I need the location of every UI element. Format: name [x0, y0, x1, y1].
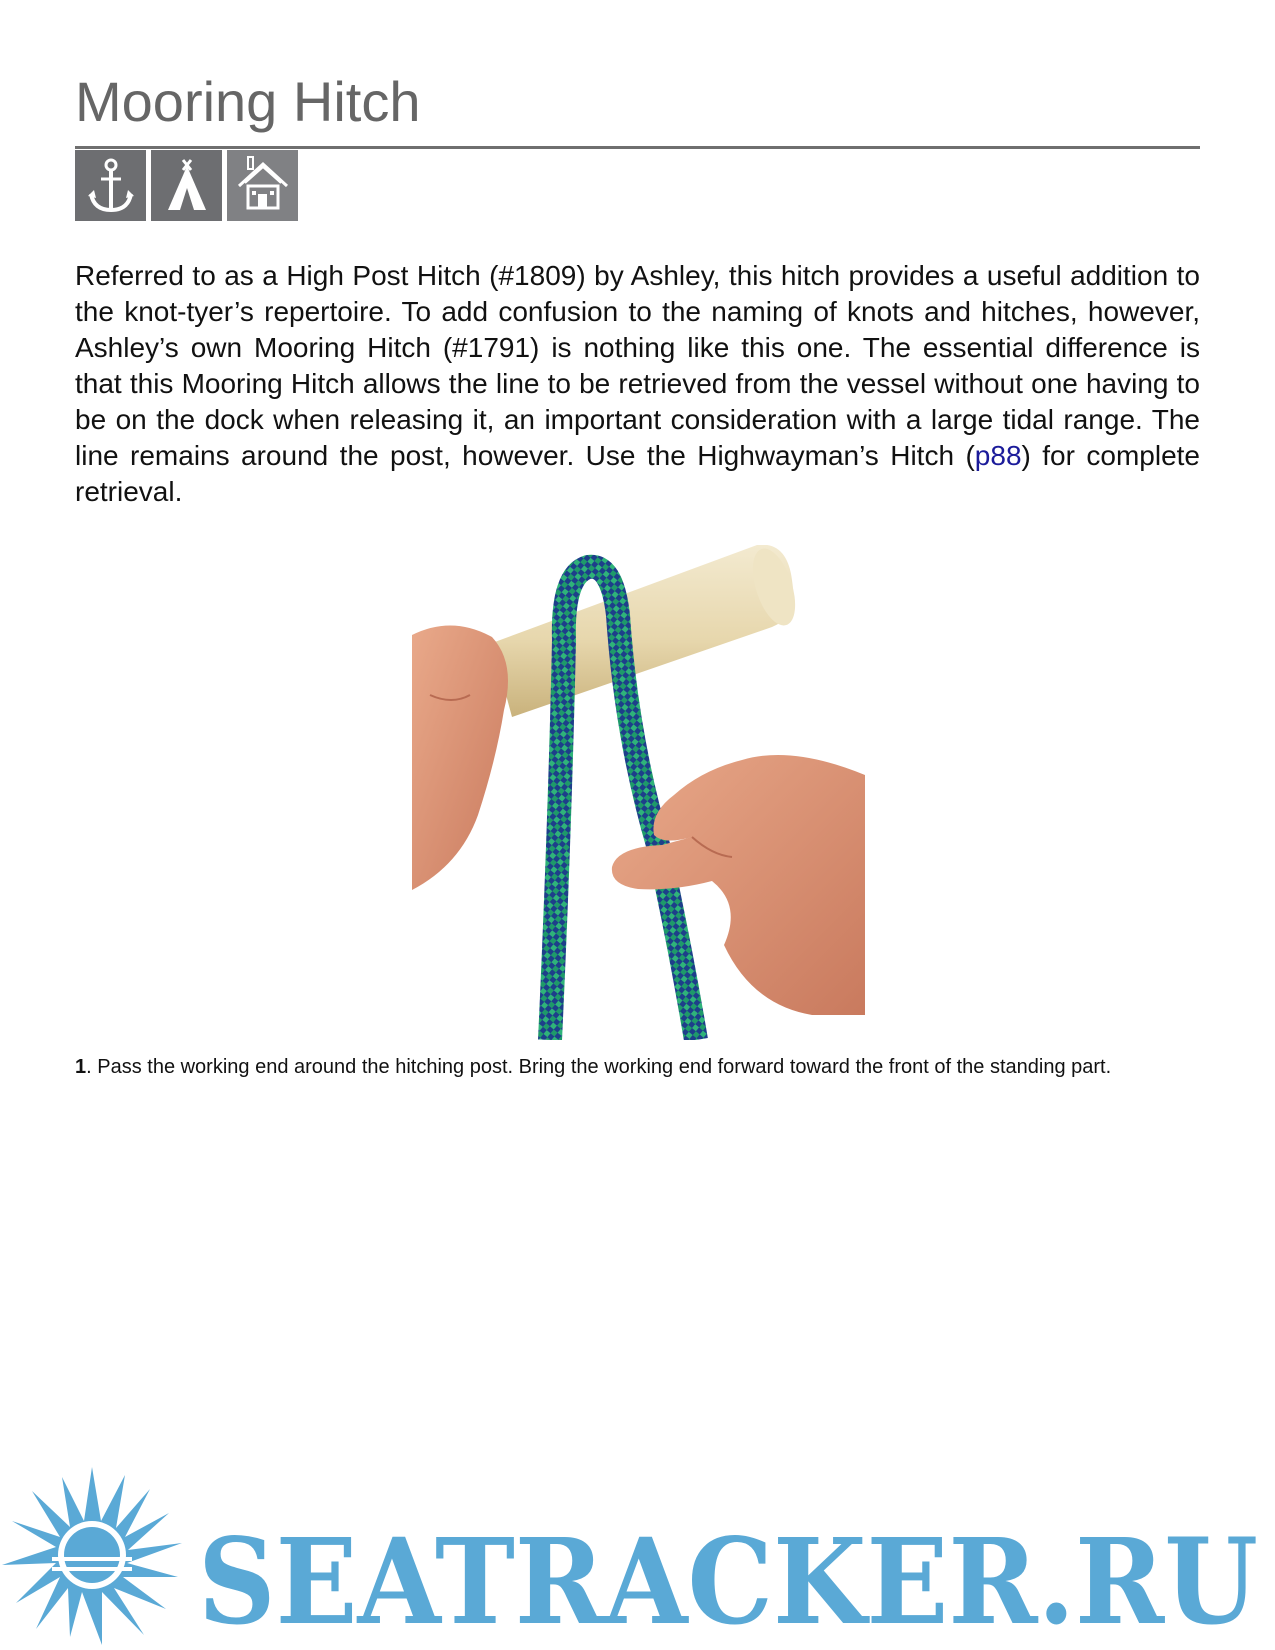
step-1-photo [412, 545, 865, 1040]
anchor-icon [75, 150, 146, 221]
step-text: . Pass the working end around the hitching post. Bring the working end forward toward the front of the standing part. [86, 1056, 1112, 1078]
tent-icon [151, 150, 222, 221]
activity-icons [75, 150, 298, 221]
page-reference-link[interactable]: p88 [974, 440, 1022, 471]
house-icon [227, 150, 298, 221]
sun-icon [2, 1467, 182, 1645]
watermark-text: SEATRACKER.RU [198, 1512, 1258, 1650]
page-title: Mooring Hitch [75, 70, 421, 133]
step-1-caption [75, 1054, 1200, 1081]
step-number: 1 [75, 1056, 87, 1078]
intro-text-end: ) for complete retrieval. [75, 440, 1200, 507]
intro-text-start: Referred to as a High Post Hitch (#1809) by Ashley, this hitch provides a useful addition to the knot-tyer’s repertoire. To add confusion to the naming of knots and hitches, however, Ashley’s own Mooring Hitch (#1791) is nothing like this one. The essential difference is that this Mooring Hitch allows the line to be retrieved from the vessel without one having to be on the dock when releasing it, an important consideration with a large tidal range. The line remains around the post, however. Use the Highwayman’s Hitch ( [75, 260, 1200, 471]
title-rule [75, 146, 1200, 149]
watermark-logo [0, 1455, 1275, 1650]
intro-paragraph [75, 258, 1200, 510]
